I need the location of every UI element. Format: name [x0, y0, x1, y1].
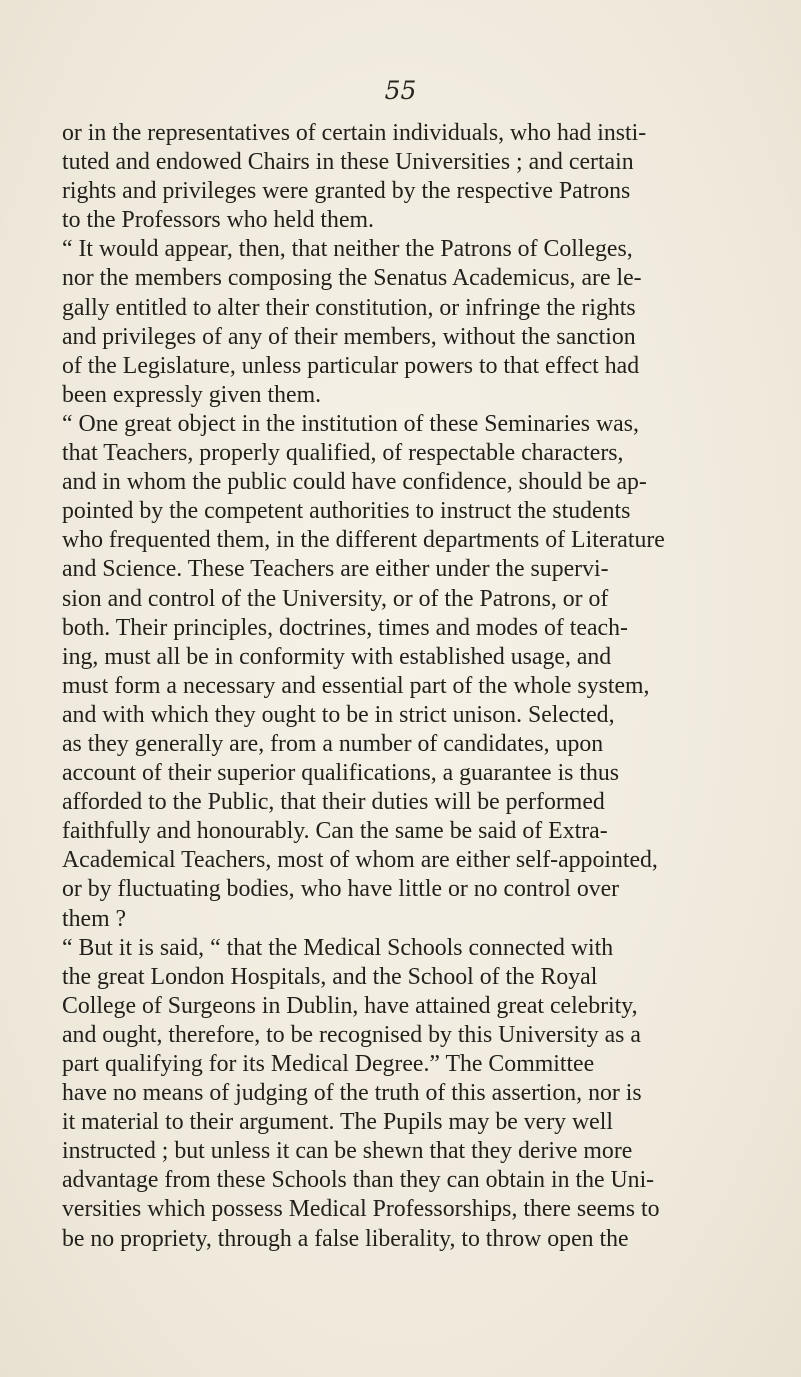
- body-text: [62, 119, 744, 1254]
- paragraph: or in the representatives of certain individuals, who had insti- tuted and endowed Chairs in these Universities ; and certain rights and privileges were granted by the respective Patrons to the Professors who held them.: [62, 120, 647, 234]
- paragraph: “ One great object in the institution of these Seminaries was, that Teachers, properly qualified, of respectable characters, and in whom the public could have confidence, should be ap- pointed by the competent authorities to instruct the students who frequented them, in the different departments of Literature and Science. These Teachers are either under the supervi- sion and control of the University, or of the Patrons, or of both. Their principles, doctrines, times and modes of teach- ing, must all be in conformity with established usage, and must form a necessary and essential part of the whole system, and with which they ought to be in strict unison. Selected, as they generally are, from a number of candidates, upon account of their superior qualifications, a guarantee is thus afforded to the Public, that their duties will be performed faithfully and honourably. Can the same be said of Extra- Academical Teachers, most of whom are either self-appointed, or by fluctuating bodies, who have little or no control over them ?: [62, 410, 665, 932]
- paragraph: “ But it is said, “ that the Medical Schools connected with the great London Hospitals, and the School of the Royal College of Surgeons in Dublin, have attained great celebrity, and ought, therefore, to be recognised by this University as a part qualifying for its Medical Degree.” The Committee have no means of judging of the truth of this assertion, nor is it material to their argument. The Pupils may be very well instructed ; but unless it can be shewn that they derive more advantage from these Schools than they can obtain in the Uni- versities which possess Medical Professorships, there seems to be no propriety, through a false liberality, to throw open the: [62, 934, 660, 1252]
- paragraph: “ It would appear, then, that neither the Patrons of Colleges, nor the members composing the Senatus Academicus, are le- gally entitled to alter their constitution, or infringe the rights and privileges of any of their members, without the sanction of the Legislature, unless particular powers to that effect had been expressly given them.: [62, 236, 642, 408]
- page-number: 55: [384, 76, 417, 105]
